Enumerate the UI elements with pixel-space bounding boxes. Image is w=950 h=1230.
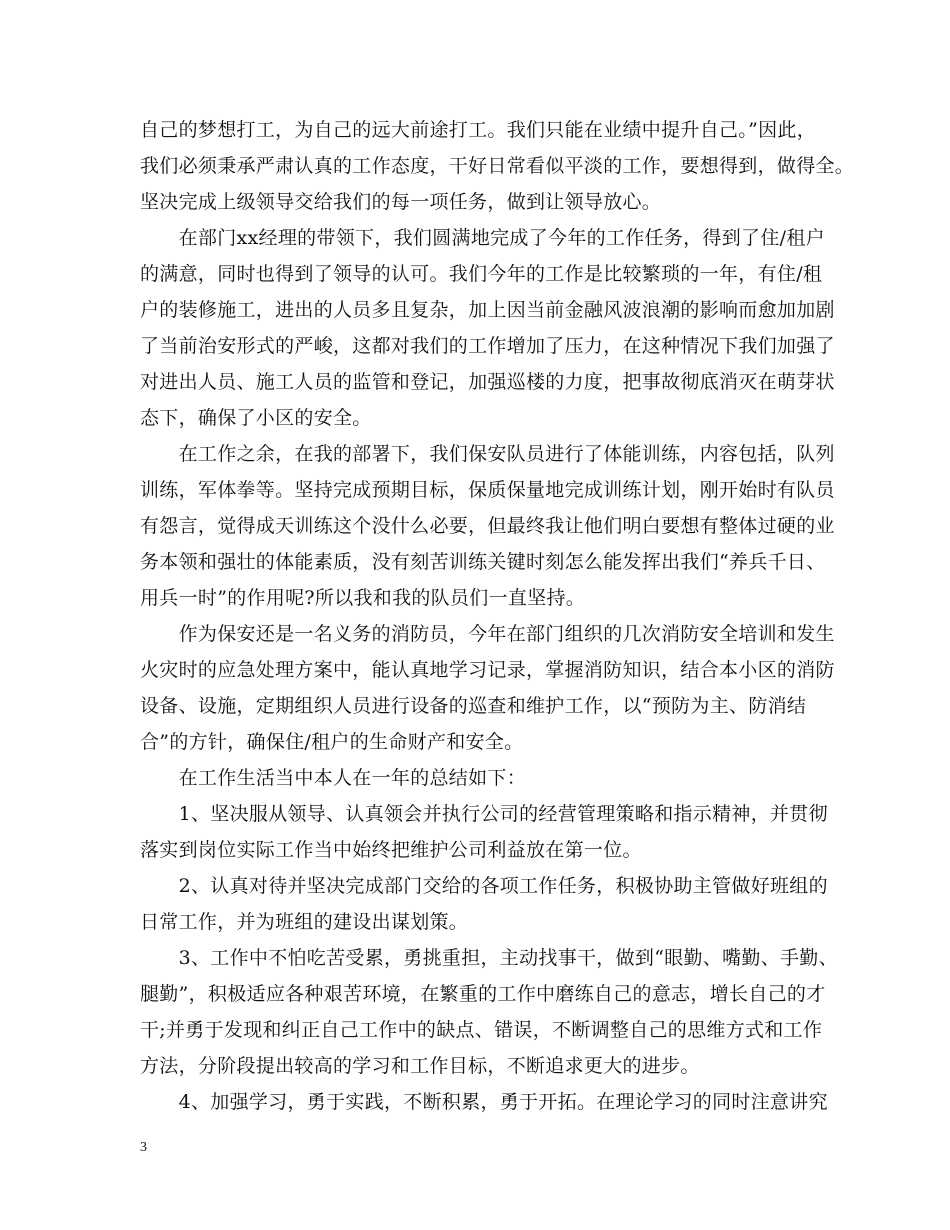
text-line: 在部门xx经理的带领下，我们圆满地完成了今年的工作任务，得到了住/租户 bbox=[140, 227, 825, 249]
text-line: 在工作之余，在我的部署下，我们保安队员进行了体能训练，内容包括，队列 bbox=[140, 443, 835, 465]
text-line: 自己的梦想打工，为自己的远大前途打工。我们只能在业绩中提升自己。”因此， bbox=[140, 119, 817, 141]
text-line: 态下，确保了小区的安全。 bbox=[140, 407, 372, 429]
text-line: 户的装修施工，进出的人员多且复杂，加上因当前金融风波浪潮的影响而愈加加剧 bbox=[140, 299, 835, 321]
text-line: 了当前治安形式的严峻，这都对我们的工作增加了压力，在这种情况下我们加强了 bbox=[140, 335, 835, 357]
text-line: 腿勤”，积极适应各种艰苦环境，在繁重的工作中磨练自己的意志，增长自己的才 bbox=[140, 983, 826, 1005]
text-line: 训练，军体拳等。坚持完成预期目标，保质保量地完成训练计划，刚开始时有队员 bbox=[140, 479, 835, 501]
text-line: 火灾时的应急处理方案中，能认真地学习记录，掌握消防知识，结合本小区的消防 bbox=[140, 659, 835, 681]
text-line: 1、坚决服从领导、认真领会并执行公司的经营管理策略和指示精神，并贯彻 bbox=[140, 803, 828, 825]
text-line: 作为保安还是一名义务的消防员，今年在部门组织的几次消防安全培训和发生 bbox=[140, 623, 835, 645]
text-line: 务本领和强壮的体能素质，没有刻苦训练关键时刻怎么能发挥出我们“养兵千日、 bbox=[140, 551, 826, 573]
text-line: 对进出人员、施工人员的监管和登记，加强巡楼的力度，把事故彻底消灭在萌芽状 bbox=[140, 371, 835, 393]
text-line: 方法，分阶段提出较高的学习和工作目标，不断追求更大的进步。 bbox=[140, 1055, 700, 1077]
text-line: 我们必须秉承严肃认真的工作态度，干好日常看似平淡的工作，要想得到，做得全。 bbox=[140, 155, 855, 177]
text-line: 在工作生活当中本人在一年的总结如下： bbox=[140, 767, 527, 789]
text-line: 用兵一时”的作用呢?所以我和我的队员们一直坚持。 bbox=[140, 587, 586, 609]
text-line: 合”的方针，确保住/租户的生命财产和安全。 bbox=[140, 731, 524, 753]
text-line: 日常工作，并为班组的建设出谋划策。 bbox=[140, 911, 469, 933]
text-line: 4、加强学习，勇于实践，不断积累，勇于开拓。在理论学习的同时注意讲究 bbox=[140, 1091, 828, 1113]
text-line: 的满意，同时也得到了领导的认可。我们今年的工作是比较繁琐的一年，有住/租 bbox=[140, 263, 823, 285]
text-line: 有怨言，觉得成天训练这个没什么必要，但最终我让他们明白要想有整体过硬的业 bbox=[140, 515, 835, 537]
text-line: 设备、设施，定期组织人员进行设备的巡查和维护工作，以“预防为主、防消结 bbox=[140, 695, 807, 717]
text-line: 2、认真对待并坚决完成部门交给的各项工作任务，积极协助主管做好班组的 bbox=[140, 875, 828, 897]
text-line: 干;并勇于发现和纠正自己工作中的缺点、错误，不断调整自己的思维方式和工作 bbox=[140, 1019, 823, 1041]
text-line: 落实到岗位实际工作当中始终把维护公司利益放在第一位。 bbox=[140, 839, 642, 861]
text-line: 3、工作中不怕吃苦受累，勇挑重担，主动找事干，做到“眼勤、嘴勤、手勤、 bbox=[140, 947, 838, 969]
page-number: 3 bbox=[140, 1140, 147, 1155]
text-line: 坚决完成上级领导交给我们的每一项任务，做到让领导放心。 bbox=[140, 191, 662, 213]
